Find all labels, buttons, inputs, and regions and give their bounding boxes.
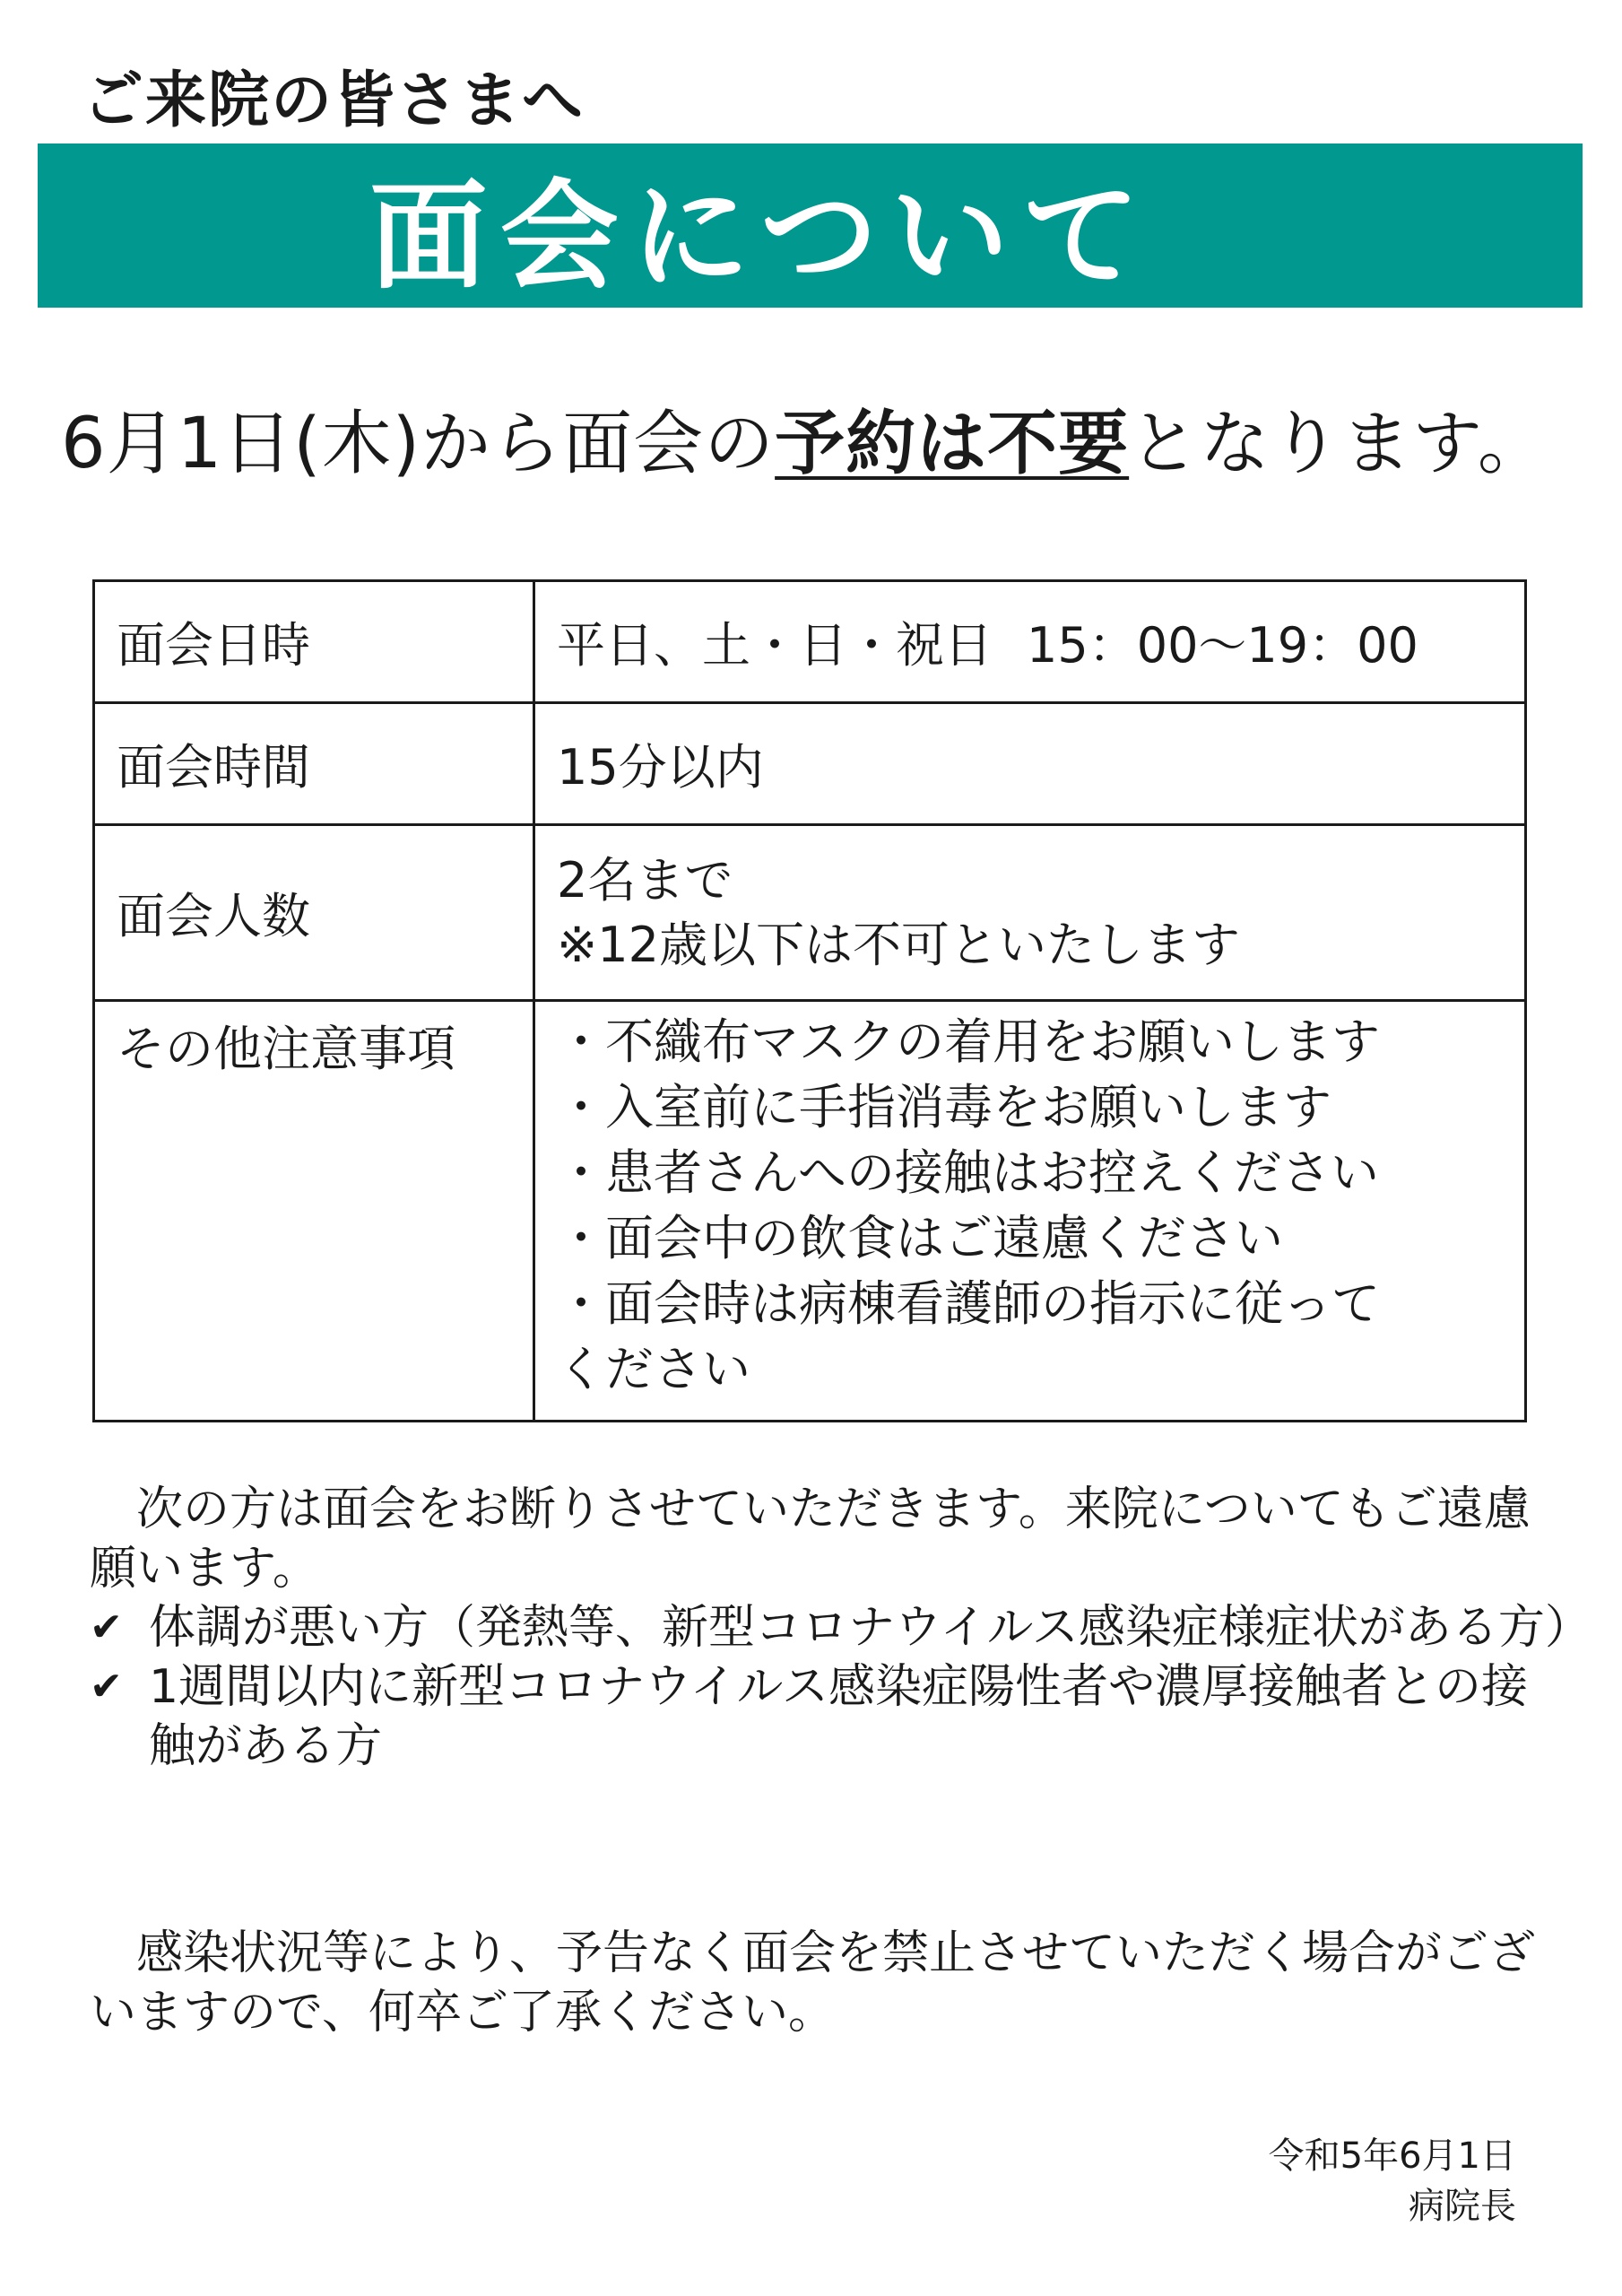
- list-item: [90, 1598, 1592, 1657]
- headline-emphasis: 予約は不要: [775, 404, 1130, 484]
- visit-info-table: [92, 579, 1527, 1422]
- table-row: [94, 703, 1526, 825]
- list-item-text: 1週間以内に新型コロナウイルス感染症陽性者や濃厚接触者との接触がある方: [149, 1660, 1528, 1773]
- row-value-notes: [534, 1001, 1526, 1422]
- row-label-people: 面会人数: [94, 825, 534, 1001]
- signature-block: [1269, 2131, 1516, 2231]
- check-icon: ✔: [90, 1664, 123, 1709]
- page-title: 面会について: [369, 167, 1153, 306]
- note-line: ・患者さんへの接触はお控えください: [557, 1144, 1379, 1201]
- greeting-heading: ご来院の皆さまへ: [82, 65, 585, 136]
- table-row: [94, 1001, 1526, 1422]
- note-line: ・面会時は病棟看護師の指示に従って: [557, 1275, 1380, 1332]
- people-line: ※12歳以下は不可といたします: [557, 916, 1240, 973]
- row-value-duration: 15分以内: [534, 703, 1526, 825]
- list-item-text: 体調が悪い方（発熱等、新型コロナウイルス感染症様症状がある方）: [149, 1601, 1592, 1655]
- row-label-notes: その他注意事項: [94, 1001, 534, 1422]
- signature-name: 病院長: [1409, 2186, 1516, 2227]
- note-line: ください: [557, 1341, 750, 1397]
- headline-announcement: [61, 387, 1548, 488]
- people-line: 2名まで: [557, 851, 733, 909]
- list-item: [90, 1657, 1569, 1776]
- note-line: ・不織布マスクの着用をお願いします: [557, 1013, 1380, 1070]
- intro-paragraph: 次の方は面会をお断りさせていただきます。来院についてもご遠慮願います。: [90, 1483, 1531, 1596]
- table-row: [94, 825, 1526, 1001]
- check-icon: ✔: [90, 1605, 123, 1650]
- closing-paragraph: 感染状況等により、予告なく面会を禁止させていただく場合がございますので、何卒ご了承ください。: [90, 1926, 1536, 2039]
- row-label-datetime: 面会日時: [94, 581, 534, 703]
- visit-days: 平日、土・日・祝日: [557, 617, 993, 674]
- row-value-people: [534, 825, 1526, 1001]
- title-banner: [38, 144, 1583, 308]
- headline-before: 6月1日(木)から面会の: [61, 404, 776, 484]
- note-line: ・入室前に手指消毒をお願いします: [557, 1079, 1331, 1135]
- table-row: [94, 581, 1526, 703]
- row-value-datetime: [534, 581, 1526, 703]
- row-label-duration: 面会時間: [94, 703, 534, 825]
- note-line: ・面会中の飲食はご遠慮ください: [557, 1210, 1283, 1266]
- headline-after: となります。: [1129, 404, 1548, 484]
- visit-time: 15：00～19：00: [1027, 617, 1418, 674]
- exclusion-list: [90, 1598, 1592, 1776]
- signature-date: 令和5年6月1日: [1268, 2135, 1516, 2177]
